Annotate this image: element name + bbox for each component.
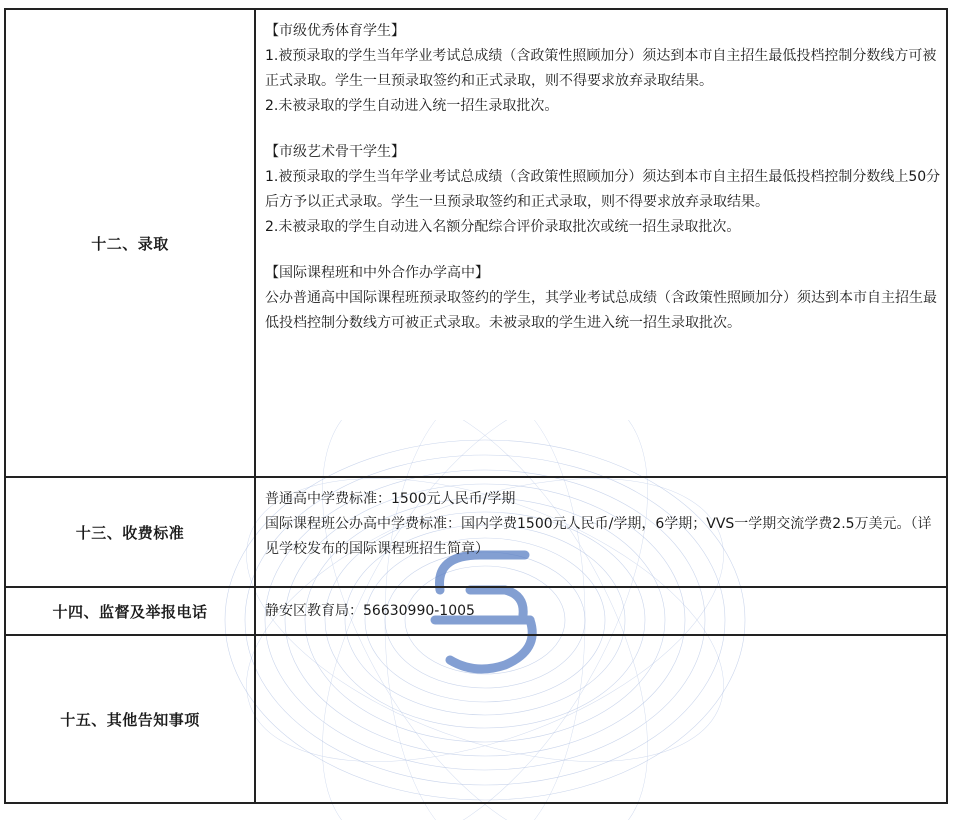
section-heading: 【国际课程班和中外合作办学高中】 [265, 265, 489, 281]
paragraph: 公办普通高中国际课程班预录取签约的学生，其学业考试总成绩（含政策性照顾加分）须达到本市自主招生最低投档控制分数线方可被正式录取。未被录取的学生进入统一招生录取批次。 [265, 290, 937, 331]
admission-info-table [4, 8, 948, 804]
row-label: 十二、录取 [5, 9, 255, 477]
section-heading: 【市级优秀体育学生】 [265, 23, 405, 39]
section-arts-students [265, 140, 942, 240]
section-sports-students [265, 19, 942, 119]
table-row [5, 477, 947, 587]
row-label: 十五、其他告知事项 [5, 635, 255, 803]
table-row [5, 9, 947, 477]
row-content-empty [255, 635, 947, 803]
paragraph: 普通高中学费标准：1500元人民币/学期 [265, 491, 516, 507]
table-row [5, 587, 947, 635]
section-heading: 【市级艺术骨干学生】 [265, 144, 405, 160]
row-content [255, 9, 947, 477]
paragraph: 1.被预录取的学生当年学业考试总成绩（含政策性照顾加分）须达到本市自主招生最低投档控制分数线上50分后方予以正式录取。学生一旦预录取签约和正式录取，则不得要求放弃录取结果。 [265, 169, 941, 210]
row-content [255, 587, 947, 635]
hotline-text: 静安区教育局：56630990-1005 [265, 602, 475, 619]
section-fees [265, 487, 942, 562]
row-content [255, 477, 947, 587]
table-row [5, 635, 947, 803]
section-international-program [265, 261, 942, 336]
paragraph: 2.未被录取的学生自动进入统一招生录取批次。 [265, 98, 559, 114]
row-label: 十四、监督及举报电话 [5, 587, 255, 635]
paragraph: 1.被预录取的学生当年学业考试总成绩（含政策性照顾加分）须达到本市自主招生最低投档控制分数线方可被正式录取。学生一旦预录取签约和正式录取，则不得要求放弃录取结果。 [265, 48, 937, 89]
row-label: 十三、收费标准 [5, 477, 255, 587]
paragraph: 2.未被录取的学生自动进入名额分配综合评价录取批次或统一招生录取批次。 [265, 219, 741, 235]
paragraph: 国际课程班公办高中学费标准：国内学费1500元人民币/学期，6学期；VVS一学期交流学费2.5万美元。（详见学校发布的国际课程班招生简章） [265, 516, 932, 557]
